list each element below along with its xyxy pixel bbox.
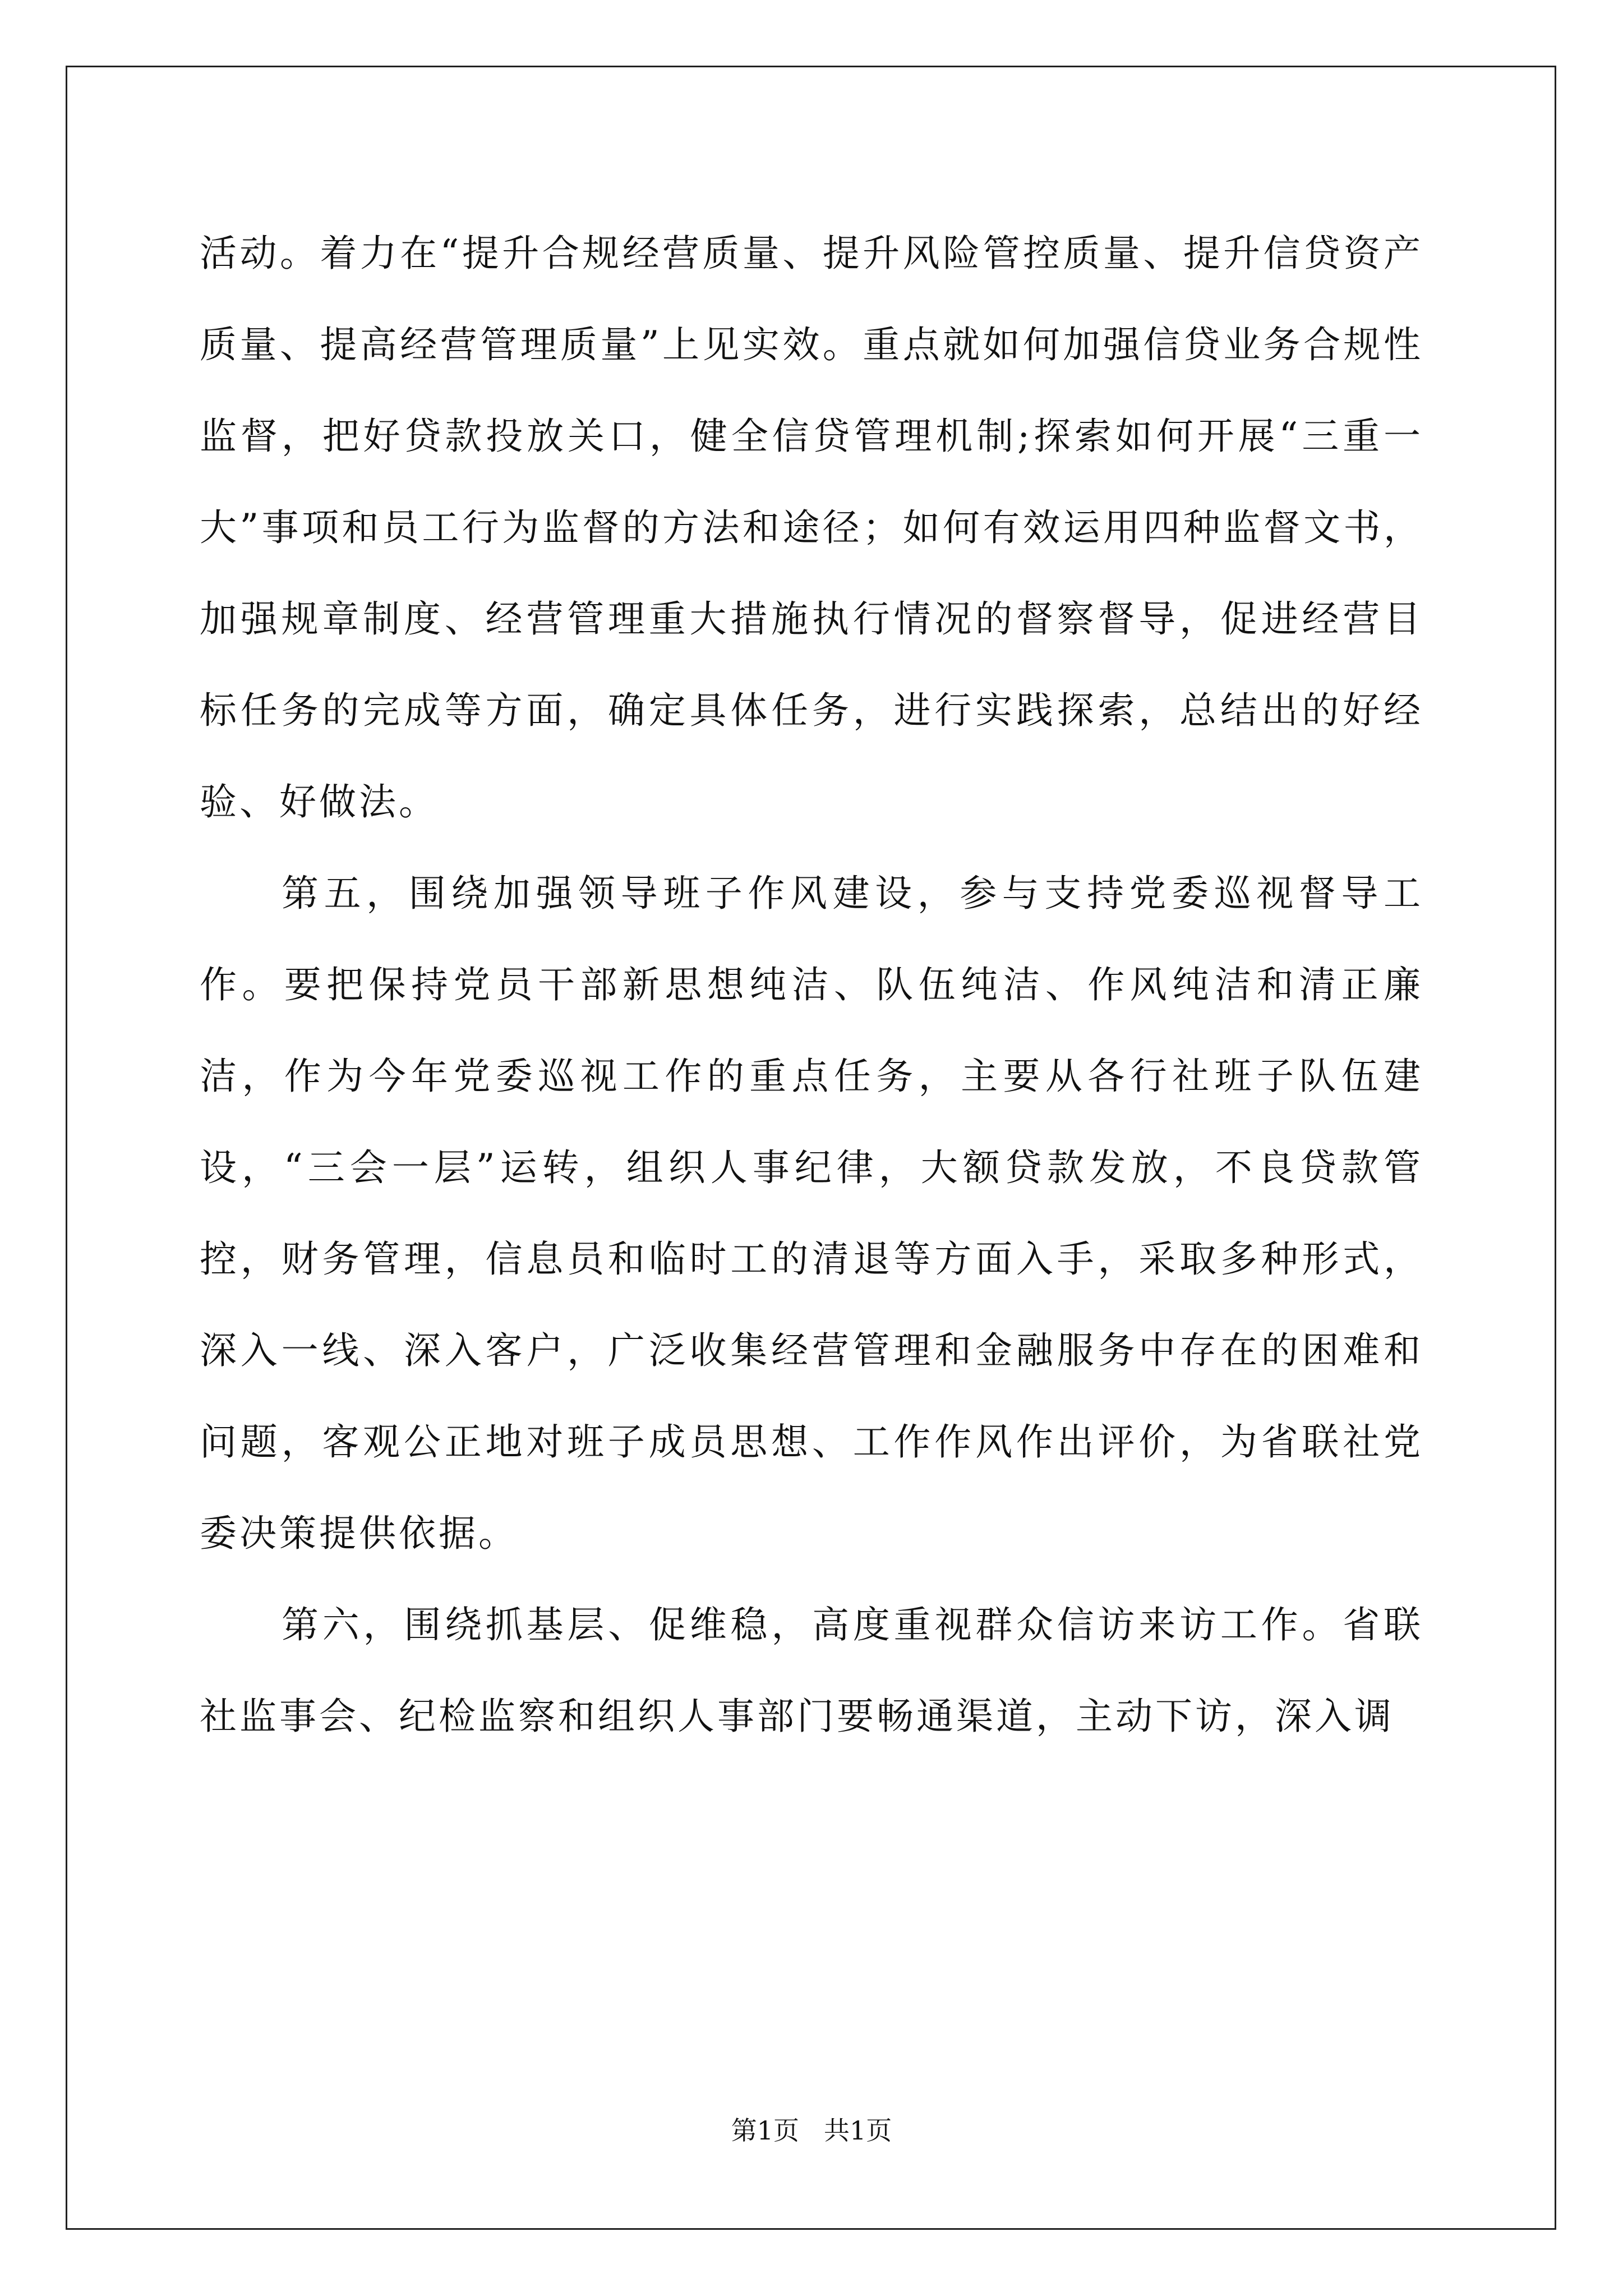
document-body [200,208,1423,1762]
paragraph-fifth: 第五，围绕加强领导班子作风建设，参与支持党委巡视督导工作。要把保持党员干部新思想纯洁、队伍纯洁、作风纯洁和清正廉洁，作为今年党委巡视工作的重点任务，主要从各行社班子队伍建设，“三会一层”运转，组织人事纪律，大额贷款发放，不良贷款管控，财务管理，信息员和临时工的清退等方面入手，采取多种形式，深入一线、深入客户，广泛收集经营管理和金融服务中存在的困难和问题，客观公正地对班子成员思想、工作作风作出评价，为省联社党委决策提供依据。 [200,872,1423,1555]
page-footer [0,2114,1623,2147]
page-total: 共1页 [824,2115,892,2146]
page-number: 第1页 [731,2115,799,2146]
paragraph-continuation: 活动。着力在“提升合规经营质量、提升风险管控质量、提升信贷资产质量、提高经营管理质量”上见实效。重点就如何加强信贷业务合规性监督，把好贷款投放关口，健全信贷管理机制;探索如何开展“三重一大”事项和员工行为监督的方法和途径；如何有效运用四种监督文书，加强规章制度、经营管理重大措施执行情况的督察督导，促进经营目标任务的完成等方面，确定具体任务，进行实践探索，总结出的好经验、好做法。 [200,232,1423,823]
paragraph-sixth: 第六，围绕抓基层、促维稳，高度重视群众信访来访工作。省联社监事会、纪检监察和组织人事部门要畅通渠道，主动下访，深入调 [200,1603,1423,1738]
